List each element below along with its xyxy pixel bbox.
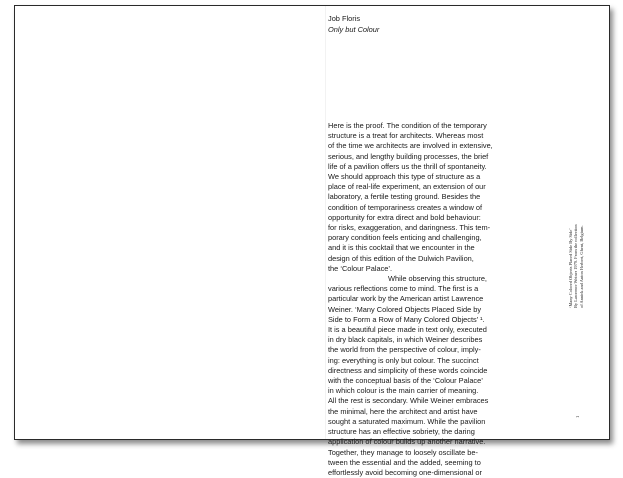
body-line: We should approach this type of structure as a <box>328 172 481 182</box>
body-line: All the rest is secondary. While Weiner embraces <box>328 396 489 406</box>
body-line: in which colour is the main carrier of meaning. <box>328 386 479 396</box>
body-line: effortlessly avoid becoming one-dimensional or <box>328 467 482 477</box>
body-line: application of colour builds up another narrative. <box>328 437 486 447</box>
body-line: the ‘Colour Palace’. <box>328 263 393 273</box>
body-line: place of real-life experiment, an extension of our <box>328 182 486 192</box>
body-line: in dry black capitals, in which Weiner describes <box>328 335 483 345</box>
body-line: condition of temporariness creates a window of <box>328 202 483 212</box>
body-line: particular work by the American artist Lawrence <box>328 294 484 304</box>
body-line: directness and simplicity of these words coincide <box>328 365 488 375</box>
footnote <box>568 224 584 308</box>
body-line: ing: everything is only but colour. The succinct <box>328 355 479 365</box>
body-line: structure is a treat for architects. Whereas most <box>328 131 484 141</box>
page-header <box>328 13 379 35</box>
spine-gutter <box>325 6 326 439</box>
footnote-line: By Lawrence Weiner 1979. From the collection <box>573 224 579 308</box>
body-line: laboratory, a fertile testing ground. Besides the <box>328 192 481 202</box>
book-spread <box>14 5 610 440</box>
body-line: opportunity for extra direct and bold behaviour: <box>328 212 481 222</box>
footnote-marker: 1 <box>575 415 580 418</box>
body-line: Together, they manage to loosely oscillate be- <box>328 447 478 457</box>
body-line: While observing this structure, <box>388 274 487 284</box>
body-line: the minimal, here the architect and artist have <box>328 406 478 416</box>
body-line: of the time we architects are involved in extensive, <box>328 141 493 151</box>
body-line: and it is this cocktail that we encounter in the <box>328 243 475 253</box>
body-line: design of this edition of the Dulwich Pavilion, <box>328 253 474 263</box>
body-line: structure has an effective sobriety, the daring <box>328 427 475 437</box>
body-line: for risks, exaggeration, and daringness. This tem- <box>328 223 491 233</box>
body-line: the world from the perspective of colour, imply- <box>328 345 481 355</box>
body-line: life of a pavilion offers us the thrill of spontaneity. <box>328 161 487 171</box>
body-line: porary condition feels enticing and challenging, <box>328 233 482 243</box>
body-line: various reflections come to mind. The first is a <box>328 284 479 294</box>
body-line: serious, and lengthy building processes, the brief <box>328 151 489 161</box>
essay-subtitle: Only but Colour <box>328 25 380 34</box>
body-line: Here is the proof. The condition of the temporary <box>328 121 487 130</box>
body-line: with the conceptual basis of the ‘Colour Palace’ <box>328 376 483 386</box>
footnote-line: of Annick and Anton Herbert, Ghent, Belgium. <box>578 225 584 308</box>
footnote-line: ‘Many Colored Objects Placed Side By Side’ <box>568 228 573 308</box>
body-line: It is a beautiful piece made in text only, executed <box>328 325 487 335</box>
author-name: Job Floris <box>328 14 361 23</box>
body-line: Weiner. ‘Many Colored Objects Placed Side by <box>328 304 482 314</box>
body-line: Side to Form a Row of Many Colored Objects’ ¹. <box>328 314 485 324</box>
body-text <box>328 121 508 478</box>
body-line: sought a saturated maximum. While the pavilion <box>328 416 486 426</box>
body-line: tween the essential and the added, seeming to <box>328 457 481 467</box>
